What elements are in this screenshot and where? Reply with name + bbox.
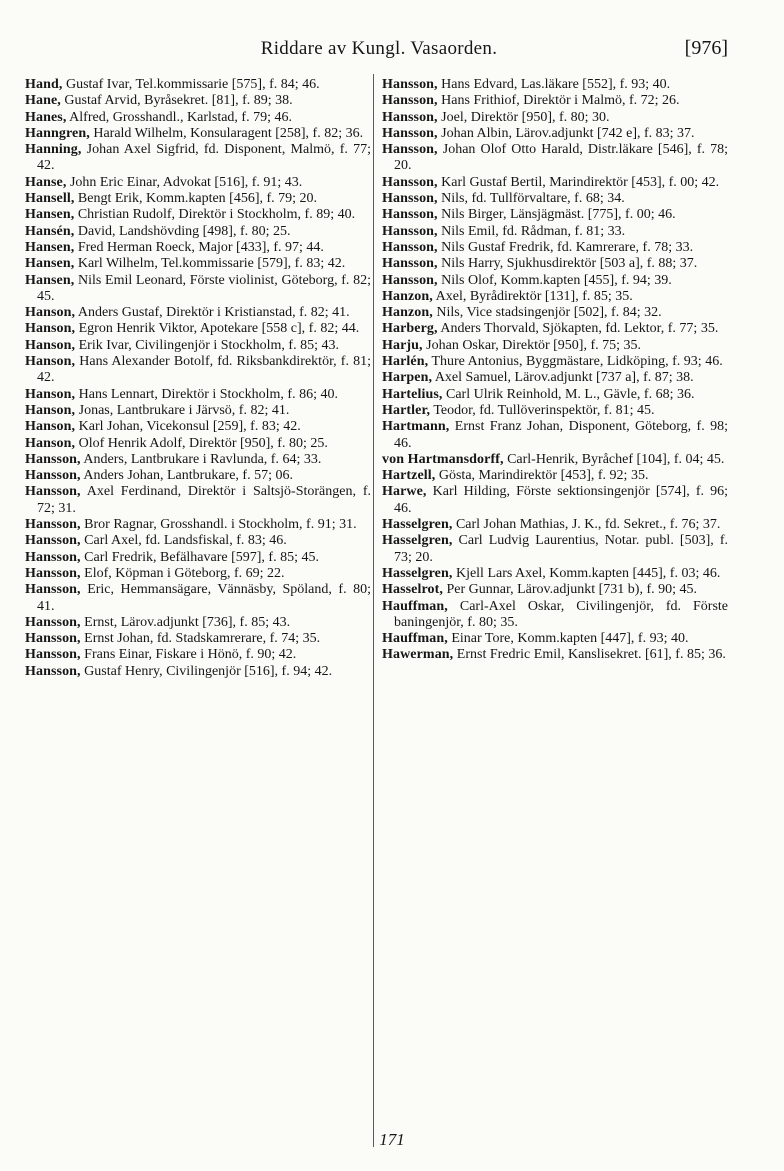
register-entry: [382, 403, 728, 419]
entry-details: Gustaf Ivar, Tel.kommissarie [575], f. 84; 46.: [62, 77, 320, 92]
entry-details: Bror Ragnar, Grosshandl. i Stockholm, f. 91; 31.: [80, 517, 357, 533]
entry-details: Ernst, Lärov.adjunkt [736], f. 85; 43.: [80, 614, 291, 630]
entry-surname: Hansén,: [25, 223, 75, 239]
entry-surname: Hansson,: [25, 565, 81, 581]
entry-surname: Hansson,: [25, 614, 81, 630]
register-entry: [25, 273, 371, 306]
register-entry: [382, 387, 728, 403]
entry-details: Nils Birger, Länsjägmäst. [775], f. 00; 46.: [437, 207, 676, 223]
register-entry: [382, 533, 728, 566]
entry-details: Karl Johan, Vicekonsul [259], f. 83; 42.: [75, 419, 301, 435]
entry-surname: Hauffman,: [382, 631, 448, 647]
entry-surname: Hanson,: [25, 321, 76, 337]
entry-surname: Hansen,: [25, 272, 75, 288]
entry-surname: Hansson,: [25, 468, 81, 484]
entry-details: Axel Samuel, Lärov.adjunkt [737 a], f. 87; 38.: [432, 370, 694, 386]
entry-details: Carl Ulrik Reinhold, M. L., Gävle, f. 68; 36.: [442, 386, 695, 402]
entry-details: Carl-Axel Oskar, Civilingenjör, fd. Förste baningenjör, f. 80; 35.: [394, 598, 728, 630]
entry-surname: Hawerman,: [382, 647, 454, 663]
entry-surname: Harberg,: [382, 321, 438, 337]
register-entry: [25, 647, 371, 663]
register-entry: [382, 77, 728, 93]
entry-details: Nils Harry, Sjukhusdirektör [503 a], f. 88; 37.: [437, 256, 698, 272]
entry-surname: Harju,: [382, 337, 423, 353]
register-entry: [25, 403, 371, 419]
entry-surname: Hansson,: [382, 207, 438, 223]
entry-surname: Hanzon,: [382, 288, 433, 304]
register-entry: [25, 256, 371, 272]
register-entry: [25, 110, 371, 126]
entry-details: Jonas, Lantbrukare i Järvsö, f. 82; 41.: [75, 402, 290, 418]
entry-details: Karl Wilhelm, Tel.kommissarie [579], f. 83; 42.: [74, 256, 346, 272]
entry-surname: Hansson,: [382, 272, 438, 288]
register-entry: [25, 305, 371, 321]
entry-details: Hans Frithiof, Direktör i Malmö, f. 72; 26.: [437, 93, 680, 109]
register-entry: [25, 354, 371, 387]
register-entry: [25, 321, 371, 337]
entry-surname: Hansson,: [382, 223, 438, 239]
register-entry: [25, 126, 371, 142]
register-entry: [25, 387, 371, 403]
entry-details: Ernst Johan, fd. Stadskamrerare, f. 74; 35.: [80, 631, 321, 647]
page-reference-number: [976]: [684, 37, 728, 59]
entry-surname: Hanson,: [25, 435, 76, 451]
register-entry: [382, 110, 728, 126]
entry-surname: Hansson,: [25, 663, 81, 679]
entry-details: Gustaf Henry, Civilingenjör [516], f. 94; 42.: [80, 663, 333, 679]
register-entry: [25, 582, 371, 615]
entry-details: Elof, Köpman i Göteborg, f. 69; 22.: [80, 565, 285, 581]
entry-details: Frans Einar, Fiskare i Hönö, f. 90; 42.: [80, 647, 297, 663]
register-entry: [25, 664, 371, 680]
entry-details: Harald Wilhelm, Konsularagent [258], f. 82; 36.: [89, 125, 364, 141]
entry-surname: Hansson,: [382, 191, 438, 207]
page-number: 171: [379, 1130, 405, 1149]
entry-details: Joel, Direktör [950], f. 80; 30.: [437, 109, 610, 125]
register-entry: [382, 207, 728, 223]
entry-surname: Hansell,: [25, 191, 75, 207]
entry-details: Ernst Fredric Emil, Kanslisekret. [61], f. 85; 36.: [453, 647, 726, 663]
entry-details: Nils, Vice stadsingenjör [502], f. 84; 32.: [432, 305, 662, 321]
entry-surname: Hanson,: [25, 402, 76, 418]
register-entry: [25, 615, 371, 631]
register-entry: [25, 224, 371, 240]
entry-details: Axel, Byrådirektör [131], f. 85; 35.: [432, 288, 633, 304]
entry-surname: Hanzon,: [382, 305, 433, 321]
entry-surname: von Hartmansdorff,: [382, 451, 504, 467]
register-entry: [382, 142, 728, 175]
entry-details: Carl Fredrik, Befälhavare [597], f. 85; 45.: [80, 549, 319, 565]
register-entry: [25, 517, 371, 533]
entry-details: Hans Alexander Botolf, fd. Riksbankdirektör, f. 81; 42.: [37, 354, 371, 386]
entry-surname: Hartzell,: [382, 468, 436, 484]
entry-surname: Hanson,: [25, 354, 76, 370]
entry-surname: Hansson,: [25, 647, 81, 663]
register-entry: [382, 631, 728, 647]
entry-surname: Hansson,: [25, 517, 81, 533]
register-entry: [382, 256, 728, 272]
entry-details: Egron Henrik Viktor, Apotekare [558 c], f. 82; 44.: [75, 321, 360, 337]
register-entry: [382, 599, 728, 632]
entry-details: Thure Antonius, Byggmästare, Lidköping, f. 93; 46.: [428, 354, 723, 370]
entry-surname: Hansen,: [25, 239, 75, 255]
entry-details: Gösta, Marindirektör [453], f. 92; 35.: [435, 468, 649, 484]
register-entry: [25, 93, 371, 109]
entry-details: Fred Herman Roeck, Major [433], f. 97; 44.: [74, 239, 324, 255]
entry-details: Nils Olof, Komm.kapten [455], f. 94; 39.: [437, 272, 672, 288]
entry-details: Anders Johan, Lantbrukare, f. 57; 06.: [80, 468, 293, 484]
entry-surname: Harpen,: [382, 370, 433, 386]
entry-details: Per Gunnar, Lärov.adjunkt [731 b), f. 90; 45.: [443, 582, 697, 598]
register-entry: [25, 468, 371, 484]
register-entry: [382, 321, 728, 337]
entry-surname: Hasselgren,: [382, 533, 453, 549]
register-entry: [382, 468, 728, 484]
entry-details: Johan Olof Otto Harald, Distr.läkare [546], f. 78; 20.: [394, 142, 728, 174]
register-entry: [382, 582, 728, 598]
entry-details: Teodor, fd. Tullöverinspektör, f. 81; 45.: [430, 402, 655, 418]
entry-details: Nils Emil, fd. Rådman, f. 81; 33.: [437, 223, 626, 239]
register-entry: [382, 419, 728, 452]
register-entry: [25, 191, 371, 207]
entry-surname: Hasselrot,: [382, 582, 444, 598]
entry-details: Olof Henrik Adolf, Direktör [950], f. 80; 25.: [75, 435, 328, 451]
entry-details: Hans Lennart, Direktör i Stockholm, f. 86; 40.: [75, 386, 338, 402]
entry-surname: Hanson,: [25, 386, 76, 402]
register-entry: [382, 93, 728, 109]
register-entry: [25, 142, 371, 175]
entry-surname: Hansson,: [25, 631, 81, 647]
register-entry: [25, 631, 371, 647]
entry-surname: Hasselgren,: [382, 517, 453, 533]
entry-details: John Eric Einar, Advokat [516], f. 91; 43.: [66, 174, 303, 190]
entry-details: Kjell Lars Axel, Komm.kapten [445], f. 03; 46.: [452, 565, 721, 581]
register-entry: [382, 305, 728, 321]
entry-details: Gustaf Arvid, Byråsekret. [81], f. 89; 38.: [60, 93, 293, 109]
entry-details: Karl Gustaf Bertil, Marindirektör [453], f. 00; 42.: [437, 174, 720, 190]
register-entry: [25, 550, 371, 566]
entry-surname: Hansson,: [382, 125, 438, 141]
entry-details: Hans Edvard, Las.läkare [552], f. 93; 40.: [437, 77, 671, 92]
register-entry: [25, 419, 371, 435]
register-entry: [25, 484, 371, 517]
entry-surname: Hansson,: [382, 109, 438, 125]
register-entry: [382, 354, 728, 370]
register-entry: [382, 517, 728, 533]
entry-details: Johan Albin, Lärov.adjunkt [742 e], f. 83; 37.: [437, 125, 695, 141]
register-entry: [25, 207, 371, 223]
register-entry: [382, 647, 728, 663]
entry-surname: Hasselgren,: [382, 565, 453, 581]
entry-surname: Hanngren,: [25, 125, 90, 141]
register-entry: [382, 191, 728, 207]
entry-details: Eric, Hemmansägare, Vännäsby, Spöland, f. 80; 41.: [37, 582, 371, 614]
entry-details: Christian Rudolf, Direktör i Stockholm, f. 89; 40.: [74, 207, 356, 223]
entry-surname: Hanning,: [25, 142, 82, 158]
left-column: [25, 77, 371, 680]
entry-surname: Hansson,: [382, 142, 438, 158]
right-column: [382, 77, 728, 664]
entry-details: Karl Hilding, Förste sektionsingenjör [574], f. 96; 46.: [394, 484, 728, 516]
register-entry: [382, 240, 728, 256]
entry-surname: Hanson,: [25, 419, 76, 435]
page-header: [30, 38, 728, 62]
entry-details: Nils Gustaf Fredrik, fd. Kamrerare, f. 78; 33.: [437, 239, 694, 255]
entry-surname: Hansson,: [25, 549, 81, 565]
register-entry: [382, 484, 728, 517]
entry-details: Ernst Franz Johan, Disponent, Göteborg, f. 98; 46.: [394, 419, 728, 451]
register-entry: [25, 452, 371, 468]
entry-details: Carl Axel, fd. Landsfiskal, f. 83; 46.: [80, 533, 287, 549]
entry-surname: Hansson,: [25, 484, 81, 500]
register-entry: [25, 77, 371, 93]
entry-details: Alfred, Grosshandl., Karlstad, f. 79; 46.: [66, 109, 292, 125]
entry-surname: Hane,: [25, 93, 61, 109]
entry-surname: Hansson,: [382, 256, 438, 272]
register-entry: [382, 566, 728, 582]
entry-surname: Hanse,: [25, 174, 67, 190]
page-title: Riddare av Kungl. Vasaorden.: [260, 38, 498, 59]
entry-details: Carl Ludvig Laurentius, Notar. publ. [503], f. 73; 20.: [394, 533, 728, 565]
entry-details: Johan Axel Sigfrid, fd. Disponent, Malmö, f. 77; 42.: [37, 142, 371, 174]
entry-surname: Hartler,: [382, 402, 431, 418]
register-entry: [25, 533, 371, 549]
entry-surname: Hand,: [25, 77, 63, 92]
register-entry: [382, 273, 728, 289]
entry-surname: Hansson,: [25, 582, 81, 598]
entry-details: Nils, fd. Tullförvaltare, f. 68; 34.: [437, 191, 625, 207]
register-entry: [382, 175, 728, 191]
entry-surname: Hansson,: [382, 77, 438, 92]
entry-details: Einar Tore, Komm.kapten [447], f. 93; 40.: [447, 631, 689, 647]
entry-details: Carl-Henrik, Byråchef [104], f. 04; 45.: [503, 451, 725, 467]
register-entry: [382, 126, 728, 142]
entry-surname: Hansson,: [382, 93, 438, 109]
entry-surname: Hansson,: [382, 239, 438, 255]
register-entry: [25, 175, 371, 191]
entry-surname: Hanson,: [25, 305, 76, 321]
entry-surname: Hansson,: [25, 451, 81, 467]
entry-surname: Hartelius,: [382, 386, 443, 402]
entry-details: Anders Gustaf, Direktör i Kristianstad, f. 82; 41.: [75, 305, 350, 321]
register-entry: [382, 452, 728, 468]
register-entry: [382, 289, 728, 305]
entry-surname: Hartmann,: [382, 419, 450, 435]
register-entry: [382, 338, 728, 354]
entry-surname: Harwe,: [382, 484, 427, 500]
entry-surname: Hansson,: [382, 174, 438, 190]
entry-surname: Hanes,: [25, 109, 67, 125]
register-entry: [382, 224, 728, 240]
entry-surname: Hanson,: [25, 337, 76, 353]
column-divider: [373, 74, 374, 1147]
register-entry: [25, 436, 371, 452]
entry-surname: Hansson,: [25, 533, 81, 549]
entry-surname: Hansen,: [25, 207, 75, 223]
register-entry: [25, 338, 371, 354]
register-entry: [382, 370, 728, 386]
entry-details: Anders, Lantbrukare i Ravlunda, f. 64; 33.: [80, 451, 322, 467]
register-entry: [25, 240, 371, 256]
entry-surname: Harlén,: [382, 354, 429, 370]
entry-details: Carl Johan Mathias, J. K., fd. Sekret., f. 76; 37.: [452, 517, 721, 533]
entry-details: Johan Oskar, Direktör [950], f. 75; 35.: [422, 337, 641, 353]
entry-details: Axel Ferdinand, Direktör i Saltsjö-Storängen, f. 72; 31.: [37, 484, 371, 516]
entry-surname: Hauffman,: [382, 598, 448, 614]
entry-details: Anders Thorvald, Sjökapten, fd. Lektor, f. 77; 35.: [437, 321, 719, 337]
entry-details: Erik Ivar, Civilingenjör i Stockholm, f. 85; 43.: [75, 337, 339, 353]
entry-details: Nils Emil Leonard, Förste violinist, Göteborg, f. 82; 45.: [37, 272, 371, 304]
entry-details: David, Landshövding [498], f. 80; 25.: [74, 223, 291, 239]
register-entry: [25, 566, 371, 582]
entry-surname: Hansen,: [25, 256, 75, 272]
entry-details: Bengt Erik, Komm.kapten [456], f. 79; 20.: [74, 191, 318, 207]
